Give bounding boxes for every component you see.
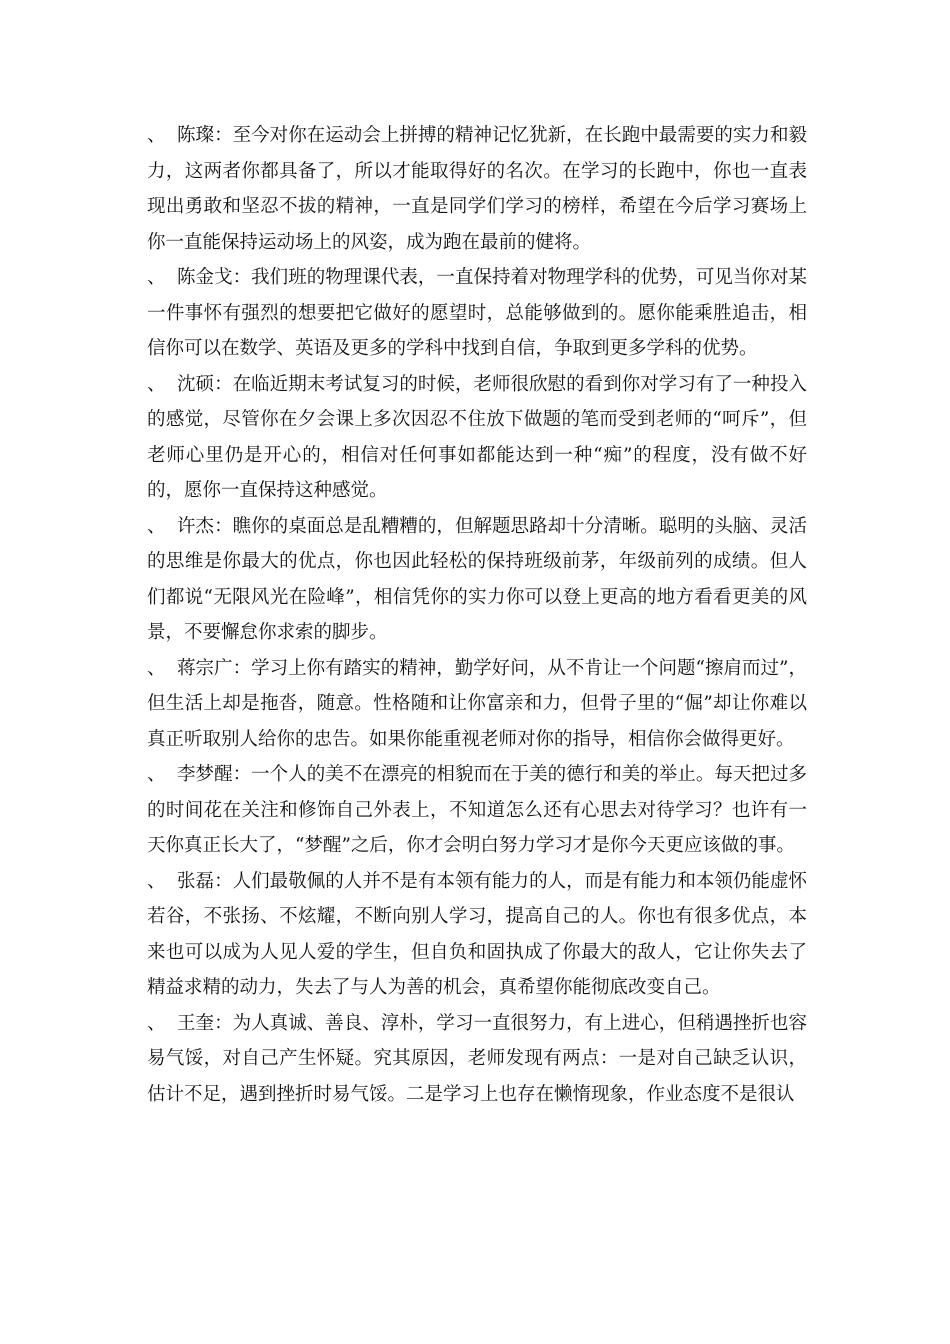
paragraph-text: 王奎：为人真诚、善良、淳朴，学习一直很努力，有上进心，但稍遇挫折也容易气馁，对自己产生怀疑。究其原因，老师发现有两点：一是对自己缺乏认识，估计不足，遇到挫折时易气馁。二是学习上也存在懒惰现象，作业态度不是很认	[147, 1012, 807, 1105]
paragraph-text: 陈金戈：我们班的物理课代表，一直保持着对物理学科的优势，可见当你对某一件事怀有强烈的想要把它做好的愿望时，总能够做到的。愿你能乘胜追击，相信你可以在数学、英语及更多的学科中找到自信，争取到更多学科的优势。	[147, 267, 807, 359]
paragraph-text: 蒋宗广：学习上你有踏实的精神，勤学好问，从不肯让一个问题“擦肩而过”，但生活上却是拖沓，随意。性格随和让你富亲和力，但骨子里的“倔”却让你难以真正听取别人给你的忠告。如果你能重视老师对你的指导，相信你会做得更好。	[147, 657, 807, 750]
list-marker: 、	[147, 764, 166, 785]
paragraph-text: 陈璨：至今对你在运动会上拼搏的精神记忆犹新，在长跑中最需要的实力和毅力，这两者你都具备了，所以才能取得好的名次。在学习的长跑中，你也一直表现出勇敢和坚忍不拔的精神，一直是同学们学习的榜样，希望在今后学习赛场上你一直能保持运动场上的风姿，成为跑在最前的健将。	[147, 125, 807, 253]
list-marker: 、	[147, 267, 166, 288]
paragraph-2	[147, 260, 807, 367]
list-marker: 、	[147, 657, 166, 679]
paragraph-text: 许杰：瞧你的桌面总是乱糟糟的，但解题思路却十分清晰。聪明的头脑、灵活的思维是你最大的优点，你也因此轻松的保持班级前茅，年级前列的成绩。但人们都说“无限风光在险峰”，相信凭你的实力你可以登上更高的地方看看更美的风景，不要懈怠你求索的脚步。	[147, 515, 807, 643]
paragraph-3	[147, 367, 807, 509]
list-marker: 、	[147, 870, 166, 892]
paragraph-4	[147, 509, 807, 651]
list-marker: 、	[147, 125, 166, 146]
list-marker: 、	[147, 373, 166, 395]
list-marker: 、	[147, 515, 166, 537]
paragraph-text: 张磊：人们最敬佩的人并不是有本领有能力的人，而是有能力和本领仍能虚怀若谷，不张扬、不炫耀，不断向别人学习，提高自己的人。你也有很多优点，本来也可以成为人见人爱的学生，但自负和固执成了你最大的敌人，它让你失去了精益求精的动力，失去了与人为善的机会，真希望你能彻底改变自己。	[147, 870, 807, 998]
paragraph-1	[147, 118, 807, 260]
paragraph-7	[147, 864, 807, 1006]
paragraph-8	[147, 1006, 807, 1113]
paragraph-6	[147, 757, 807, 864]
document-body	[147, 118, 807, 1112]
paragraph-text: 沈硕：在临近期末考试复习的时候，老师很欣慰的看到你对学习有了一种投入的感觉，尽管你在夕会课上多次因忍不住放下做题的笔而受到老师的“呵斥”，但老师心里仍是开心的，相信对任何事如都能达到一种“痴”的程度，没有做不好的，愿你一直保持这种感觉。	[147, 373, 807, 501]
paragraph-text: 李梦醒：一个人的美不在漂亮的相貌而在于美的德行和美的举止。每天把过多的时间花在关注和修饰自己外表上，不知道怎么还有心思去对待学习？也许有一天你真正长大了，“梦醒”之后，你才会明白努力学习才是你今天更应该做的事。	[147, 764, 807, 856]
paragraph-5	[147, 651, 807, 758]
list-marker: 、	[147, 1012, 166, 1034]
